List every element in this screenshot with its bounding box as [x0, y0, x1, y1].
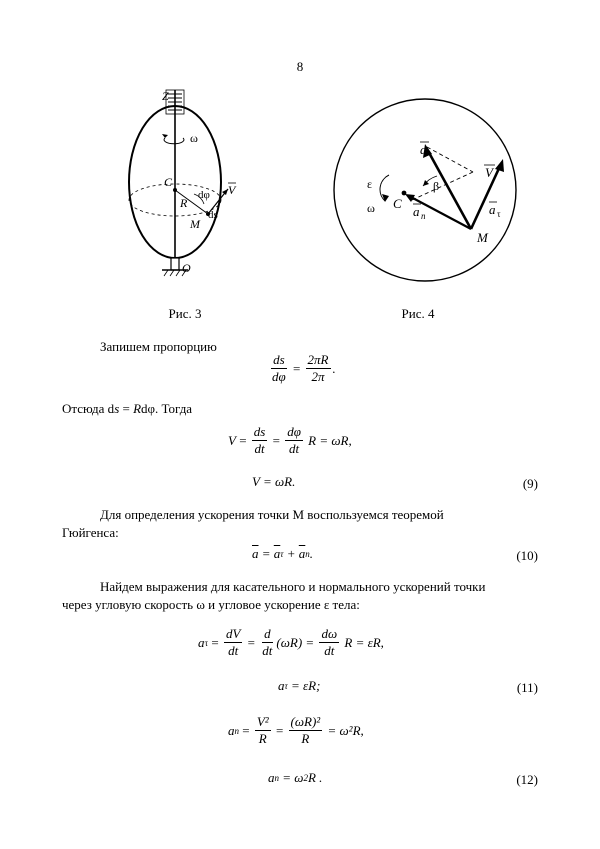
equation-proportion: $\frac{ds}{d\varphi}$ = $\frac{2\pi R}{2\pi}$ .: [272, 352, 336, 384]
equation-number-10: (10): [516, 548, 538, 563]
paragraph-huygens-line2: Гюйгенса:: [62, 525, 119, 540]
label-m: M: [190, 217, 200, 231]
label-v: V: [485, 165, 493, 180]
paragraph-accelerations-line2: через угловую скорость ω и угловое ускорение ε тела:: [62, 597, 360, 612]
label-z: Z: [162, 89, 169, 103]
equation-number-12: (12): [516, 772, 538, 787]
figure-4-caption: Рис. 4: [401, 306, 435, 321]
figure-3-diagram: [110, 82, 260, 282]
label-dphi: dφ: [198, 189, 210, 201]
label-an: a: [413, 204, 420, 219]
equation-9: V = ωR.: [252, 474, 296, 489]
paragraph-proportion: Запишем пропорцию: [100, 339, 217, 354]
label-ds: ds: [208, 209, 218, 221]
equation-tangential-derivation: a τ = $\frac{dV}{dt}$ = $\frac{d}{dt}$ (ωR) = $\frac{d\omega}{dt}$ R = εR,: [198, 626, 384, 658]
paragraph-accelerations-line1: Найдем выражения для касательного и нормального ускорений точки: [100, 579, 486, 594]
equation-12: a n = ω 2 R .: [268, 770, 323, 785]
label-m: M: [477, 230, 488, 245]
label-omega: ω: [367, 201, 375, 215]
paragraph-huygens-line1: Для определения ускорения точки M воспользуемся теоремой: [100, 507, 444, 522]
label-v: V: [228, 183, 236, 197]
paragraph-hence: Отсюда ds = Rdφ. Тогда: [62, 401, 193, 416]
label-c: C: [164, 175, 173, 189]
equation-number-9: (9): [522, 476, 538, 491]
page-number: 8: [296, 59, 304, 74]
label-beta: β: [433, 179, 440, 193]
equation-10: $\overline{a}$ = $\overline{a}$ τ + $\overline{a}$ n .: [252, 546, 314, 561]
label-an-sub: n: [421, 211, 426, 221]
equation-number-11: (11): [516, 680, 538, 695]
label-at: a: [489, 202, 496, 217]
label-c: C: [393, 196, 402, 211]
equation-11: a τ = εR;: [278, 678, 321, 693]
label-epsilon: ε: [367, 177, 373, 191]
label-at-sub: τ: [497, 209, 501, 219]
equation-velocity-derivation: V = $\frac{ds}{dt}$ = $\frac{d\varphi}{dt}$ R = ωR,: [228, 424, 352, 456]
label-omega: ω: [190, 131, 198, 145]
label-r: R: [180, 196, 188, 210]
figure-4-diagram: [325, 92, 525, 292]
label-a: a: [420, 142, 427, 157]
label-o: O: [182, 261, 191, 275]
equation-normal-derivation: a n = $\frac{\text{V²}}{R}$ = $\frac{\text{(ωR)²}}{R}$ = ω²R,: [228, 714, 364, 746]
figure-3-caption: Рис. 3: [168, 306, 202, 321]
